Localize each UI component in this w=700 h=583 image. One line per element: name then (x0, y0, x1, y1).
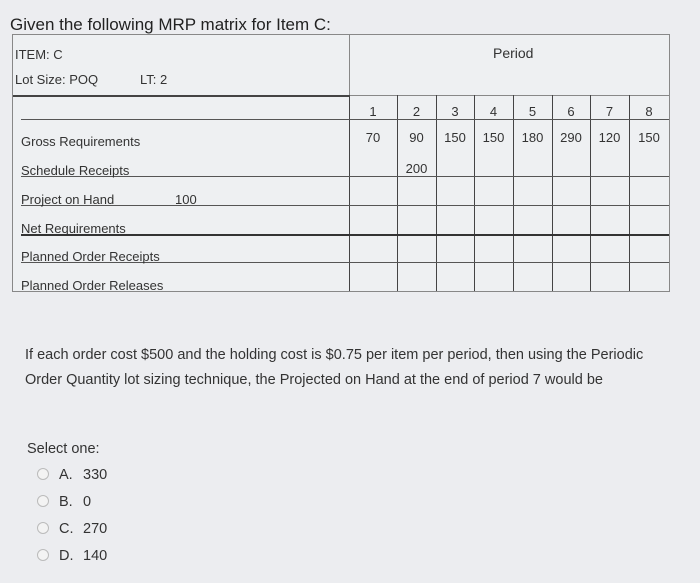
row-label-planned-order-releases: Planned Order Releases (21, 278, 164, 293)
gross-req-cell: 70 (365, 130, 381, 145)
gross-req-cell: 180 (521, 130, 544, 145)
grid-line (21, 205, 669, 206)
grid-line (21, 119, 669, 120)
radio-button[interactable] (37, 468, 49, 480)
item-label: ITEM: C (15, 47, 63, 62)
select-one-label: Select one: (27, 441, 100, 457)
period-2: 2 (412, 104, 421, 119)
row-label-project-on-hand: Project on Hand (21, 192, 115, 207)
option-d[interactable]: D. 140 (37, 548, 107, 564)
period-header: Period (493, 45, 534, 61)
gross-req-cell: 150 (638, 130, 660, 145)
row-label-gross-requirements: Gross Requirements (21, 134, 141, 149)
radio-button[interactable] (37, 549, 49, 561)
matrix-header (13, 35, 350, 97)
gross-req-cell: 290 (560, 130, 582, 145)
row-label-planned-order-receipts: Planned Order Receipts (21, 249, 160, 264)
radio-button[interactable] (37, 522, 49, 534)
gross-req-cell: 150 (444, 130, 466, 145)
period-6: 6 (567, 104, 575, 119)
row-label-schedule-receipts: Schedule Receipts (21, 163, 130, 178)
gross-req-cell: 150 (482, 130, 505, 145)
initial-on-hand: 100 (175, 192, 197, 207)
period-8: 8 (645, 104, 653, 119)
lot-size-label: Lot Size: POQ (15, 72, 99, 87)
period-3: 3 (451, 104, 459, 119)
radio-button[interactable] (37, 495, 49, 507)
period-1: 1 (369, 104, 377, 119)
question-text: If each order cost $500 and the holding cost is $0.75 per item per period, then using the Periodic Order Quantity lot sizing technique, the Projected on Hand at the end of period 7 would be (25, 347, 644, 388)
gross-req-cell: 120 (598, 130, 621, 145)
gross-req-cell: 90 (409, 130, 424, 145)
scheduled-receipt-cell: 200 (405, 161, 428, 176)
lead-time-label: LT: 2 (140, 72, 168, 87)
mrp-matrix (12, 34, 670, 292)
period-5: 5 (528, 104, 537, 119)
period-7: 7 (605, 104, 614, 119)
period-4: 4 (489, 104, 498, 119)
option-c[interactable]: C. 270 (37, 521, 107, 537)
row-label-net-requirements: Net Requirements (21, 221, 126, 236)
question-title: Given the following MRP matrix for Item C: (10, 15, 331, 34)
option-b[interactable]: B. 0 (37, 494, 91, 510)
option-a[interactable]: A. 330 (37, 467, 107, 483)
